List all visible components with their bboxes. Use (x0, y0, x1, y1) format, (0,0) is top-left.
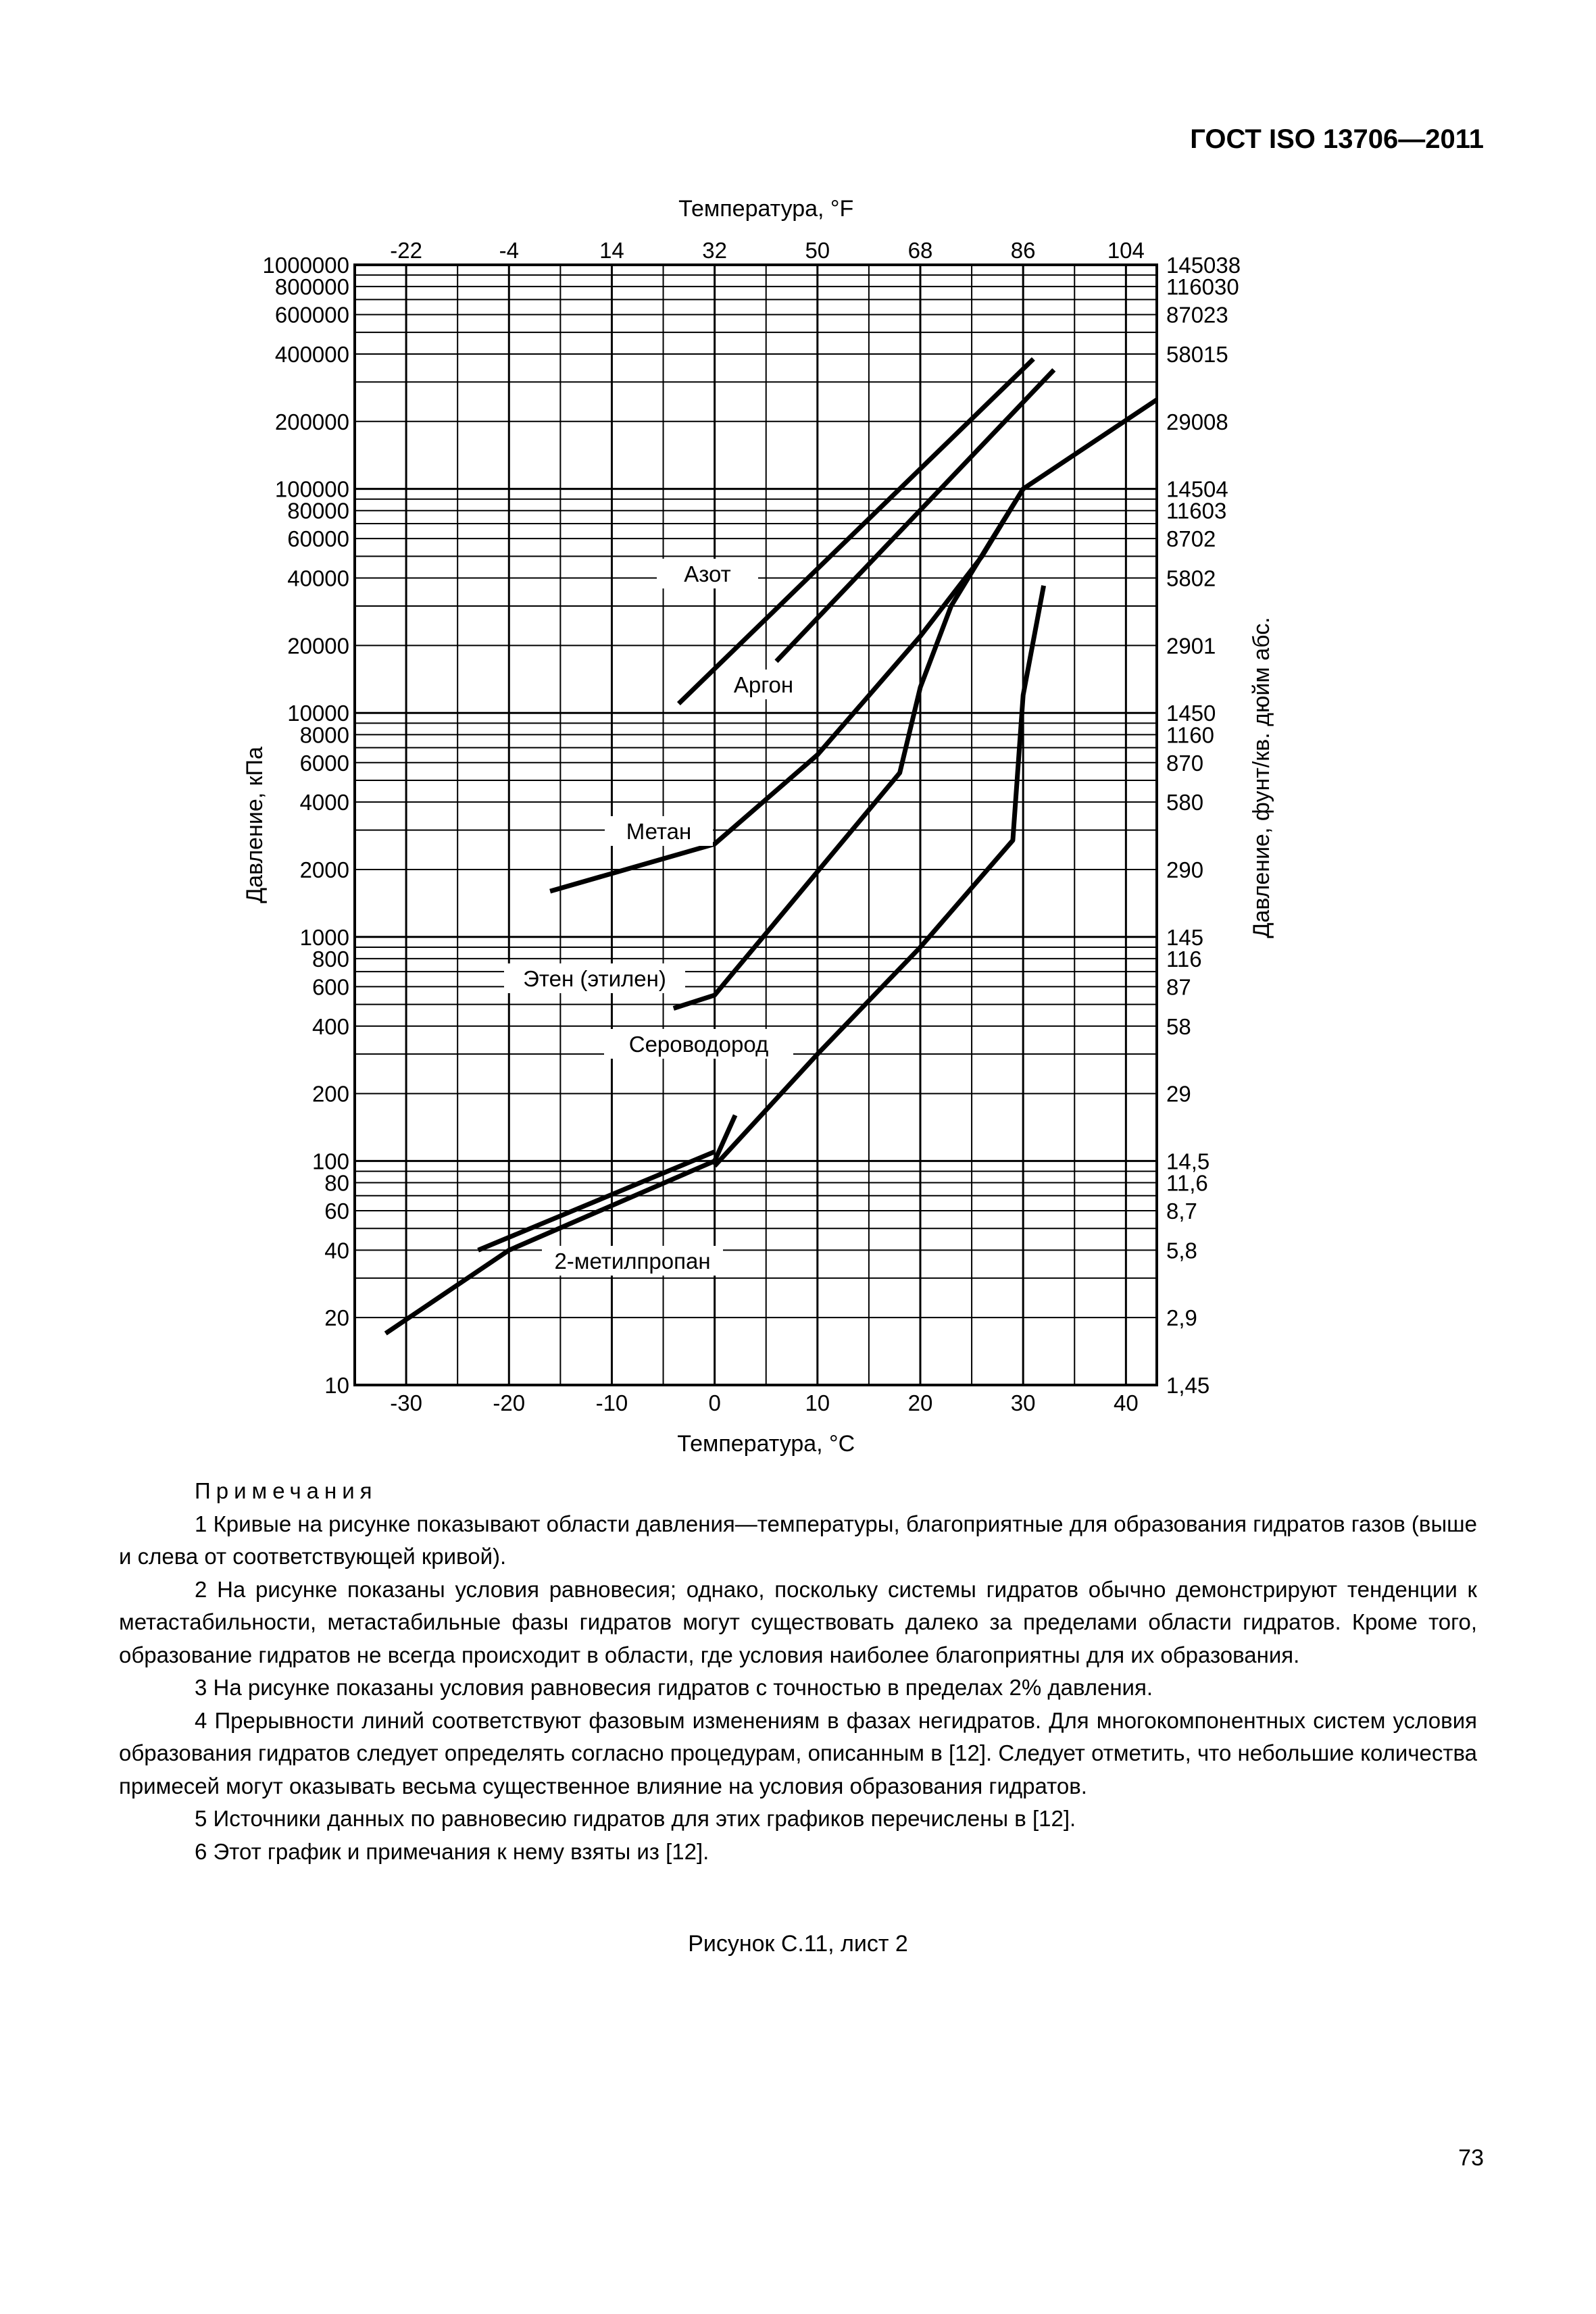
series-label-text: Азот (684, 561, 731, 586)
axis-titles (242, 196, 1274, 1457)
x-top-tick-label: -4 (499, 238, 519, 263)
x-bottom-tick-label: -20 (493, 1390, 526, 1415)
y-left-tick-label: 60000 (287, 526, 349, 552)
y-left-tick-label: 100000 (274, 476, 349, 502)
x-top-tick-label: 50 (805, 238, 830, 263)
y-right-tick-label: 5,8 (1166, 1238, 1197, 1263)
x-bottom-tick-label: -10 (595, 1390, 628, 1415)
y-left-tick-label: 600000 (274, 302, 349, 328)
y-right-tick-label: 29 (1166, 1081, 1191, 1107)
axis-tick-labels (263, 238, 1241, 1415)
series-label-text: Аргон (733, 672, 794, 697)
y-left-tick-label: 2000 (299, 857, 349, 882)
series-label-text: Сероводород (628, 1032, 769, 1057)
y-right-tick-label: 5802 (1166, 565, 1216, 591)
x-bottom-tick-label: 20 (907, 1390, 933, 1415)
series-label-text: Метан (626, 819, 692, 844)
series-label-text: 2-метилпропан (554, 1249, 711, 1274)
y-left-tick-label: 1000 (299, 924, 349, 950)
series-labels (504, 559, 808, 1276)
y-left-tick-label: 10 (324, 1373, 349, 1398)
y-right-axis-title: Давление, фунт/кв. дюйм абс. (1249, 617, 1274, 938)
y-right-tick-label: 8702 (1166, 526, 1216, 552)
y-right-tick-label: 116 (1166, 946, 1202, 972)
y-right-tick-label: 870 (1166, 750, 1204, 776)
y-right-tick-label: 87 (1166, 974, 1191, 1000)
y-left-tick-label: 40 (324, 1238, 349, 1263)
y-left-axis-title: Давление, кПа (242, 747, 268, 903)
x-bottom-tick-label: -30 (390, 1390, 422, 1415)
y-right-tick-label: 14504 (1166, 476, 1228, 502)
y-left-tick-label: 10000 (287, 701, 349, 726)
series-label (605, 816, 713, 846)
x-bottom-axis-title: Температура, °C (677, 1431, 855, 1457)
y-left-tick-label: 8000 (299, 722, 349, 748)
y-left-tick-label: 200000 (274, 409, 349, 434)
y-left-tick-label: 400 (311, 1013, 349, 1039)
y-left-tick-label: 80 (324, 1170, 349, 1196)
series-label (657, 559, 758, 588)
x-top-tick-label: 86 (1010, 238, 1036, 263)
y-right-tick-label: 1450 (1166, 701, 1216, 726)
curve-0 (678, 359, 1033, 703)
note-1: 1 Кривые на рисунке показывают области давления—температуры, благоприятные для образования гидратов газов (выше и слева от соответствующей кривой). (119, 1511, 1477, 1569)
notes-heading: Примечания (195, 1478, 378, 1503)
y-right-tick-label: 11,6 (1166, 1170, 1208, 1196)
y-right-tick-label: 145 (1166, 924, 1204, 950)
y-left-tick-label: 4000 (299, 790, 349, 815)
chart-curves (386, 359, 1157, 1333)
note-4: 4 Прерывности линий соответствуют фазовым изменениям в фазах негидратов. Для многокомпонентных систем условия образования гидратов следует определять согласно процедурам, описанным в [12]. Следует отметить, что небольшие количества примесей могут оказывать весьма существенное влияние на условия образования гидратов. (119, 1707, 1477, 1799)
figure-caption: Рисунок С.11, лист 2 (688, 1931, 908, 1957)
y-right-tick-label: 2,9 (1166, 1305, 1197, 1331)
y-left-tick-label: 20000 (287, 633, 349, 659)
series-label (504, 963, 685, 993)
x-top-tick-label: 104 (1107, 238, 1145, 263)
y-left-tick-label: 20 (324, 1305, 349, 1331)
series-label (542, 1246, 723, 1276)
y-right-tick-label: 1,45 (1166, 1373, 1210, 1398)
y-left-tick-label: 800000 (274, 274, 349, 300)
y-right-tick-label: 14,5 (1166, 1149, 1210, 1174)
note-5: 5 Источники данных по равновесию гидратов для этих графиков перечислены в [12]. (195, 1806, 1076, 1831)
x-bottom-tick-label: 30 (1010, 1390, 1036, 1415)
y-left-tick-label: 200 (311, 1081, 349, 1107)
y-right-tick-label: 58015 (1166, 341, 1228, 367)
x-bottom-tick-label: 40 (1113, 1390, 1139, 1415)
x-bottom-tick-label: 10 (805, 1390, 830, 1415)
series-label (719, 670, 808, 699)
x-top-tick-label: 32 (702, 238, 727, 263)
y-left-tick-label: 100 (311, 1149, 349, 1174)
x-bottom-tick-label: 0 (708, 1390, 721, 1415)
y-left-tick-label: 1000000 (262, 253, 349, 278)
note-2: 2 На рисунке показаны условия равновесия; однако, поскольку системы гидратов обычно демонстрируют тенденции к метастабильности, метастабильные фазы гидратов могут существовать далеко за пределами области гидратов. Кроме того, образование гидратов не всегда происходит в области, где условия наиболее благоприятны для их образования. (119, 1576, 1477, 1667)
series-label-text: Этен (этилен) (523, 966, 666, 991)
x-top-tick-label: -22 (390, 238, 422, 263)
y-right-tick-label: 87023 (1166, 302, 1228, 328)
plot-frame (355, 265, 1157, 1385)
y-right-tick-label: 2901 (1166, 633, 1216, 659)
notes-section (119, 1475, 1477, 1868)
document-header: ГОСТ ISO 13706—2011 (1190, 124, 1484, 154)
page-number: 73 (1458, 2145, 1484, 2171)
y-right-tick-label: 145038 (1166, 253, 1241, 278)
y-left-tick-label: 600 (311, 974, 349, 1000)
y-left-tick-label: 400000 (274, 341, 349, 367)
y-right-tick-label: 58 (1166, 1013, 1191, 1039)
y-left-tick-label: 80000 (287, 498, 349, 524)
x-top-axis-title: Температура, °F (678, 196, 854, 222)
y-right-tick-label: 1160 (1166, 722, 1214, 748)
x-top-tick-label: 68 (907, 238, 933, 263)
y-right-tick-label: 290 (1166, 857, 1204, 882)
chart-grid (355, 265, 1157, 1385)
y-right-tick-label: 29008 (1166, 409, 1228, 434)
y-left-tick-label: 40000 (287, 565, 349, 591)
note-3: 3 На рисунке показаны условия равновесия гидратов с точностью в пределах 2% давления. (195, 1675, 1153, 1700)
y-right-tick-label: 580 (1166, 790, 1204, 815)
y-right-tick-label: 11603 (1166, 498, 1227, 524)
y-left-tick-label: 60 (324, 1198, 349, 1224)
x-top-tick-label: 14 (599, 238, 624, 263)
curve-6 (478, 1152, 715, 1251)
y-right-tick-label: 8,7 (1166, 1198, 1197, 1224)
note-6: 6 Этот график и примечания к нему взяты из [12]. (195, 1838, 709, 1864)
y-left-tick-label: 800 (311, 946, 349, 972)
series-label (604, 1029, 793, 1059)
y-left-tick-label: 6000 (299, 750, 349, 776)
y-right-tick-label: 116030 (1166, 274, 1239, 300)
